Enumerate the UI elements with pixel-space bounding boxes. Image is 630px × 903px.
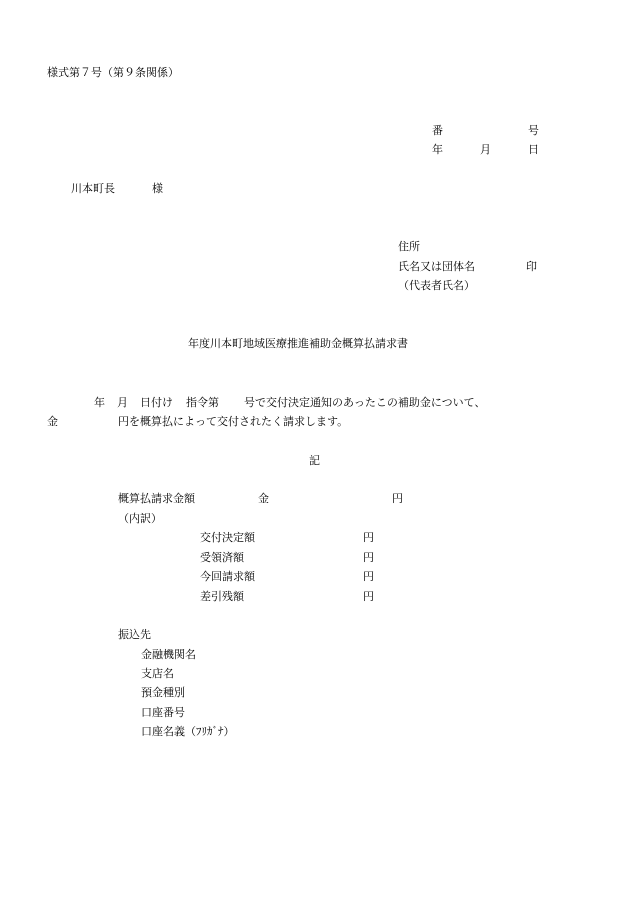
address-label: 住所 bbox=[398, 240, 420, 253]
date-day-label: 日 bbox=[528, 143, 539, 156]
ki-heading: 記 bbox=[309, 454, 320, 467]
breakdown-item-label: 差引残額 bbox=[200, 590, 244, 603]
body-month: 月 bbox=[117, 396, 128, 409]
applicant-name-label: 氏名又は団体名 bbox=[398, 260, 475, 273]
transfer-item: 預金種別 bbox=[141, 686, 185, 699]
body-kin: 金 bbox=[47, 415, 58, 428]
transfer-item: 口座名義（ﾌﾘｶﾞﾅ） bbox=[141, 725, 235, 738]
transfer-item: 金融機関名 bbox=[141, 648, 196, 661]
transfer-label: 振込先 bbox=[118, 628, 151, 641]
request-amount-yen: 円 bbox=[392, 492, 403, 505]
breakdown-item-unit: 円 bbox=[363, 531, 374, 544]
body-line1-rest: 号で交付決定通知のあったこの補助金について、 bbox=[244, 396, 486, 409]
breakdown-item-label: 交付決定額 bbox=[200, 531, 255, 544]
representative-label: （代表者氏名） bbox=[398, 279, 475, 292]
request-amount-kin: 金 bbox=[258, 492, 269, 505]
transfer-item: 口座番号 bbox=[141, 706, 185, 719]
body-directive: 指令第 bbox=[186, 396, 219, 409]
document-title: 年度川本町地域医療推進補助金概算払請求書 bbox=[188, 337, 408, 350]
number-label-go: 号 bbox=[528, 124, 539, 137]
request-amount-label: 概算払請求金額 bbox=[118, 492, 195, 505]
addressee-honorific: 様 bbox=[152, 182, 163, 195]
body-dated: 日付け bbox=[140, 396, 173, 409]
date-month-label: 月 bbox=[480, 143, 491, 156]
breakdown-item-unit: 円 bbox=[363, 551, 374, 564]
number-label-ban: 番 bbox=[432, 124, 443, 137]
breakdown-item-unit: 円 bbox=[363, 590, 374, 603]
breakdown-item-label: 受領済額 bbox=[200, 551, 244, 564]
addressee-name: 川本町長 bbox=[71, 182, 115, 195]
breakdown-item-label: 今回請求額 bbox=[200, 570, 255, 583]
breakdown-label: （内訳） bbox=[118, 512, 162, 525]
form-number: 様式第７号（第９条関係） bbox=[47, 66, 179, 79]
transfer-item: 支店名 bbox=[141, 667, 174, 680]
date-year-label: 年 bbox=[432, 143, 443, 156]
seal-label: 印 bbox=[526, 260, 537, 273]
breakdown-item-unit: 円 bbox=[363, 570, 374, 583]
body-year: 年 bbox=[94, 396, 105, 409]
body-line2-rest: 円を概算払によって交付されたく請求します。 bbox=[118, 415, 349, 428]
